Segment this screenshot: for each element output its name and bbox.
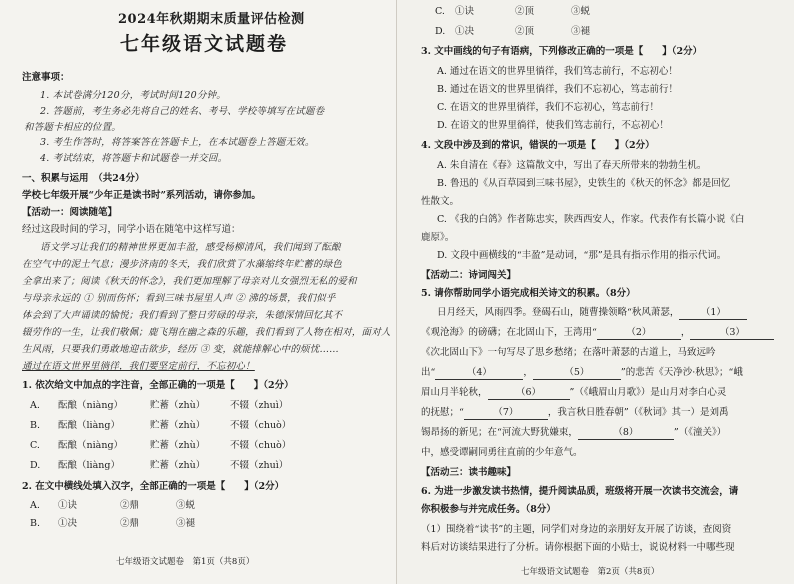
q2-option-c: ③褪 <box>571 26 591 37</box>
q5-line <box>421 387 726 400</box>
q2-option-a: ①决 <box>455 26 475 37</box>
q1-option-c: 不辍（zhuì） <box>230 400 289 411</box>
passage-line: 体会到了大声诵读的愉悦；我们看到了整日劳碌的母亲，朱德深情回忆其不 <box>22 310 343 321</box>
q1-option-a: 酝酿（niàng） <box>58 440 124 451</box>
q5-text: ”（《潼关》） <box>673 427 727 438</box>
answer-blank-3: （3） <box>690 327 774 340</box>
q5-line: 《次北固山下》一句写尽了思乡愁绪；在落叶萧瑟的古道上，马致远吟 <box>421 347 716 358</box>
q1-option-c: 不辍（chuò） <box>230 420 292 431</box>
answer-blank-5: （5） <box>533 367 621 380</box>
question-2: 2. 在文中横线处填入汉字，全部正确的一项是【 】（2分） <box>22 481 285 492</box>
q1-option-c: 不辍（chuò） <box>230 440 292 451</box>
q2-option-b: ②鼎 <box>120 518 140 529</box>
q1-option-label: B. <box>30 420 41 431</box>
exam-header: 2024年秋期期末质量评估检测 <box>118 12 305 27</box>
question-4: 4. 文段中涉及到的常识，错误的一项是【 】（2分） <box>421 140 655 151</box>
passage-line: 辍劳作的一生，让我们敬佩；鹿飞翔在幽之森的乐趣，我们看到了人物在相对，面对人 <box>22 327 391 338</box>
q4-option-cont: 鹿原》。 <box>421 232 455 243</box>
q2-option-b: ②顶 <box>515 6 535 17</box>
note-line: 3. 考生作答时，将答案答在答题卡上，在本试题卷上答题无效。 <box>40 137 315 148</box>
note-line: 2. 答题前，考生务必先将自己的姓名、考号、学校等填写在试题卷 <box>40 106 325 117</box>
question-5: 5. 请你帮助同学小语完成相关诗文的积累。（8分） <box>421 288 636 299</box>
activity-heading: 【活动一：阅读随笔】 <box>22 207 118 218</box>
intro-text: 学校七年级开展“少年正是读书时”系列活动，请你参加。 <box>22 190 261 201</box>
q4-option-cont: 性散文。 <box>421 196 460 207</box>
q1-option-a: 酝酿（liàng） <box>58 420 120 431</box>
answer-blank-7: （7） <box>464 407 548 420</box>
q1-option-a: 酝酿（liàng） <box>58 460 120 471</box>
q1-option-a: 酝酿（niàng） <box>58 400 124 411</box>
q2-option-b: ②鼎 <box>120 500 140 511</box>
answer-blank-2: （2） <box>597 327 681 340</box>
activity-heading: 【活动三：读书趣味】 <box>421 467 517 478</box>
q5-text: ，我言秋日胜春朝”（《秋词》其一）是刘禹 <box>547 407 729 418</box>
q2-option-a: ①诀 <box>58 500 78 511</box>
q2-option-a: ①诀 <box>455 6 475 17</box>
q2-option-label: B. <box>30 518 41 529</box>
question-1: 1. 依次给文中加点的字注音，全部正确的一项是【 】（2分） <box>22 380 294 391</box>
q4-option: B. 鲁迅的《从百草园到三味书屋》，史铁生的《秋天的怀念》都是回忆 <box>437 178 731 189</box>
section-heading: 一、积累与运用 （共24分） <box>22 173 145 184</box>
passage-line: 在空气中的泥土气息；漫步济南的冬天，我们欣赏了水藻缩终年贮蓄的绿色 <box>22 259 343 270</box>
q3-option: C. 在语文的世界里徜徉，我们不忘初心，笃志前行！ <box>437 102 659 113</box>
q3-option: B. 通过在语文的世界里徜徉，我们不忘初心，笃志前行！ <box>437 84 679 95</box>
question-3: 3. 文中画线的句子有语病，下列修改正确的一项是【 】（2分） <box>421 46 703 57</box>
q6-subquestion-cont: 料后对访谈结果进行了分析。请你根据下面的小贴士，说说材料一中哪些现 <box>421 542 735 553</box>
q4-option: A. 朱自清在《春》这篇散文中，写出了春天所带来的勃勃生机。 <box>437 160 707 171</box>
q1-option-b: 贮蓄（zhù） <box>150 420 206 431</box>
question-6-cont: 你积极参与并完成任务。（8分） <box>421 504 556 515</box>
q5-line <box>437 307 747 320</box>
q5-text: 锡昂扬的新见；在“河流大野犹嫌束， <box>421 427 578 438</box>
q5-text: 眉山月半轮秋， <box>421 387 488 398</box>
q1-option-label: C. <box>30 440 40 451</box>
q5-line: 中，感受谭嗣同勇往直前的少年意气。 <box>421 447 583 458</box>
q6-subquestion: （1）围绕着“读书”的主题，同学们对身边的亲朋好友开展了访谈，查阅资 <box>421 524 732 535</box>
q2-option-c: ③蜕 <box>176 500 196 511</box>
answer-blank-8: （8） <box>578 427 674 440</box>
q5-line: 《观沧海》的磅礴；在北固山下，王湾用“ （2） ， （3） <box>421 327 774 340</box>
notes-title: 注意事项： <box>22 72 70 83</box>
passage-underlined-sentence: 通过在语文世界里徜徉，我们要坚定前行，不忘初心！ <box>22 361 255 372</box>
q2-option-label: D. <box>435 26 446 37</box>
passage-intro: 经过这段时间的学习，同学小语在随笔中这样写道： <box>22 224 241 235</box>
q5-line <box>421 427 726 440</box>
q2-option-label: A. <box>30 500 40 511</box>
passage-line: 全拿出来了；阅读《秋天的怀念》，我们更加理解了母亲对儿女强烈无私的爱和 <box>22 276 357 287</box>
q5-text: 《观沧海》的磅礴；在北固山下，王湾用“ <box>421 327 597 338</box>
answer-blank-1: （1） <box>679 307 747 320</box>
q4-option: C. 《我的白鸽》作者陈忠实，陕西西安人，作家。代表作有长篇小说《白 <box>437 214 745 225</box>
q5-line: 出“ （4） ， （5） ”的悲苦《天净沙·秋思》；“峨 <box>421 367 743 378</box>
q5-text: 出“ <box>421 367 436 378</box>
q5-text: 的抚慰；“ <box>421 407 464 418</box>
q4-option: D. 文段中画横线的“丰盈”是动词，“那”是具有指示作用的指示代词。 <box>437 250 727 261</box>
note-line: 1. 本试卷满分120分，考试时间120分钟。 <box>40 90 226 101</box>
q5-line <box>421 407 728 420</box>
q1-option-label: D. <box>30 460 41 471</box>
q1-option-label: A. <box>30 400 40 411</box>
exam-page-2 <box>397 0 794 584</box>
exam-title: 七年级语文试题卷 <box>120 33 289 55</box>
q2-option-label: C. <box>435 6 445 17</box>
q2-option-b: ②顶 <box>515 26 535 37</box>
page-footer: 七年级语文试题卷 第2页（共8页） <box>521 567 660 577</box>
passage-line: 生风雨，只要我们勇敢地迎击欲步，经历 ③ 变，就能排解心中的烦忧…… <box>22 344 339 355</box>
q2-option-a: ①决 <box>58 518 78 529</box>
activity-heading: 【活动二：诗词闯关】 <box>421 270 517 281</box>
q2-option-c: ③褪 <box>176 518 196 529</box>
q2-option-c: ③蜕 <box>571 6 591 17</box>
passage-line: 语文学习让我们的精神世界更加丰盈，感受杨柳清风，我们闻到了酝酿 <box>40 242 341 253</box>
q3-option: A. 通过在语文的世界里徜徉，我们笃志前行，不忘初心！ <box>437 66 678 77</box>
q5-text: 日月经天，风雨四季。登碣石山，随曹操领略“秋风萧瑟， <box>437 307 680 318</box>
note-line: 4. 考试结束，将答题卡和试题卷一并交回。 <box>40 153 228 164</box>
note-line: 和答题卡相应的位置。 <box>24 122 122 133</box>
q1-option-b: 贮蓄（zhù） <box>150 440 206 451</box>
passage-line: 与母亲永远的 ① 别而伤怀；看到三味书屋里人声 ② 沸的场景，我们似乎 <box>22 293 336 304</box>
q1-option-c: 不辍（zhuì） <box>230 460 289 471</box>
q1-option-b: 贮蓄（zhù） <box>150 460 206 471</box>
answer-blank-4: （4） <box>435 367 523 380</box>
question-6: 6. 为进一步激发读书热情，提升阅读品质，班级将开展一次读书交流会，请 <box>421 486 739 497</box>
answer-blank-6: （6） <box>488 387 570 400</box>
page-footer: 七年级语文试题卷 第1页（共8页） <box>116 557 255 567</box>
q1-option-b: 贮蓄（zhù） <box>150 400 206 411</box>
q5-text: ”的悲苦《天净沙·秋思》；“峨 <box>620 367 743 378</box>
q3-option: D. 在语文的世界里徜徉，使我们笃志前行，不忘初心！ <box>437 120 669 131</box>
q5-text: ”（《峨眉山月歌》）是山月对李白心灵 <box>569 387 727 398</box>
